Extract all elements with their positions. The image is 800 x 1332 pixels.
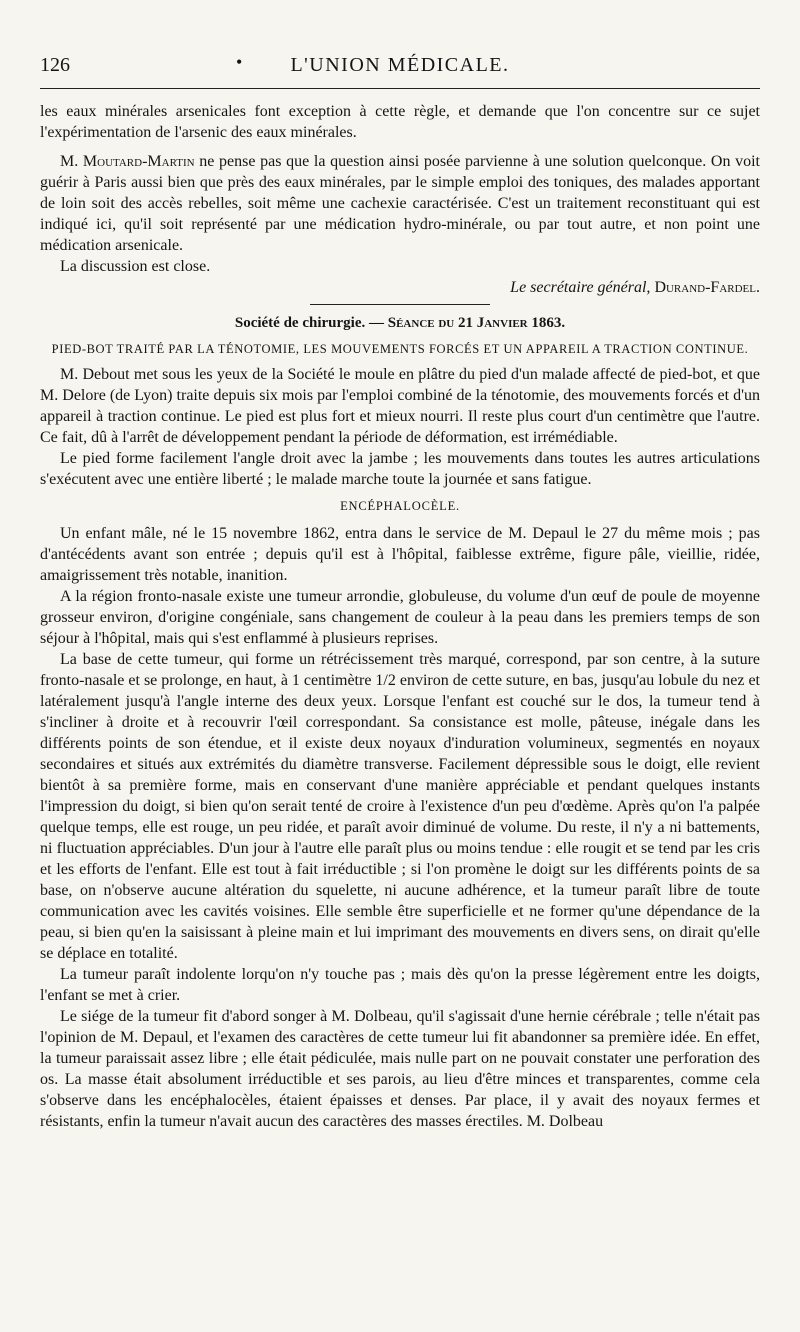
signature [40,277,760,298]
society-name: Société de chirurgie. — [234,315,388,331]
section-divider [310,304,490,305]
paragraph [40,364,760,448]
signature-name: Durand-Fardel. [650,279,760,296]
paragraph: Le siége de la tumeur fit d'abord songer à M. Dolbeau, qu'il s'agissait d'une hernie cérébrale ; telle n'était pas l'opinion de M. Depaul, et l'examen des caractères de cette tumeur lui fit abandonner sa première idée. En effet, la tumeur paraissait assez libre ; elle était pédiculée, mais nulle part on ne pouvait constater une perforation des os. La masse était absolument irréductible et ses parois, au lieu d'être minces et transparentes, comme cela s'observe dans les encéphalocèles, étaient épaisses et denses. Par place, il y avait des noyaux fermes et résistants, enfin la tumeur n'avait aucun des caractères des masses érectiles. M. Dolbeau [40,1008,760,1130]
signature-role: Le secrétaire général, [510,279,651,296]
paragraph [40,151,760,256]
header-rule [40,88,760,89]
paragraph: les eaux minérales arsenicales font exception à cette règle, et demande que l'on concentre sur ce sujet l'expérimentation de l'arsenic des eaux minérales. [40,103,760,141]
page-header [40,50,760,80]
case-title: PIED-BOT TRAITÉ PAR LA TÉNOTOMIE, LES MOUVEMENTS FORCÉS ET UN APPAREIL A TRACTION CONTINUE. [51,342,749,356]
article-body [40,101,760,1132]
paragraph: A la région fronto-nasale existe une tumeur arrondie, globuleuse, du volume d'un œuf de poule de moyenne grosseur environ, d'origine congéniale, sans changement de couleur à la peau dans les premiers temps de son séjour à l'hôpital, mais qui s'est enflammé à plusieurs reprises. [40,588,760,647]
speaker-name: M. Moutard-Martin [60,153,195,170]
paragraph: La discussion est close. [60,258,211,275]
paragraph: La base de cette tumeur, qui forme un rétrécissement très marqué, correspond, par son centre, à la suture fronto-nasale et se prolonge, en haut, à 1 centimètre 1/2 environ de cette suture, en bas, jusqu'au lobule du nez et latéralement jusqu'à l'angle interne des deux yeux. Lorsque l'enfant est couché sur le dos, la tumeur tend à s'incliner à droite et à recouvrir l'œil correspondant. Sa consistance est molle, pâteuse, inégale dans les différents points de son étendue, et il existe deux noyaux d'induration volumineux, segmentés en noyaux secondaires et situés aux extrémités du diamètre transverse. Facilement dépressible sous le doigt, elle revient bientôt à sa première forme, mais en conservant d'une manière appréciable et pendant quelques instants l'impression du doigt, si bien qu'on serait tenté de croire à l'existence d'un peu d'œdème. Après qu'on l'a palpée quelque temps, elle est rouge, un peu ridée, et paraît avoir diminué de volume. Du reste, il n'y a ni battements, ni fluctuation appréciables. D'un jour à l'autre elle paraît plus ou moins tendue : elle rougit et se tend par les cris et les efforts de l'enfant. Elle est tout à fait irréductible ; si l'on promène le doigt sur les différents points de sa base, on n'observe aucune altération du squelette, ni aucune adhérence, et la tumeur paraît libre de toute communication avec les cavités voisines. Elle semble être superficielle et ne former qu'une dépendance de la peau, si bien qu'en la saisissant à pleine main et lui imprimant des mouvements en divers sens, on dirait qu'elle se déplace en totalité. [40,651,760,962]
running-title: L'UNION MÉDICALE. [290,54,510,76]
session-date: Séance du 21 Janvier 1863. [387,315,566,331]
paragraph: Le pied forme facilement l'angle droit avec la jambe ; les mouvements dans toutes les autres articulations s'exécutent avec une entière liberté ; le malade marche toute la journée et sans fatigue. [40,450,760,488]
paragraph-text: met sous les yeux de la Société le moule en plâtre du pied d'un malade affecté de pied-bot, et que M. Delore (de Lyon) traite depuis six mois par l'emploi combiné de la ténotomie, des mouvements forcés et d'un appareil à traction continue. Le pied est plus fort et mieux nourri. Il reste plus court d'un centimètre que l'autre. Ce fait, dû à l'arrêt de développement pendant la période de déformation, est irrémédiable. [40,366,761,446]
paragraph-text: ne pense pas que la question ainsi posée parvienne à une solution quelconque. On voit guérir à Paris aussi bien que près des eaux minérales, par le simple emploi des toniques, des malades apportant de loin soit des accès rebelles, soit même une cachexie caractérisée. C'est un traitement reconstituant qui est indiqué ici, qu'il soit représenté par une médication hydro-minérale, ou par tout autre, et non point une médication arsenicale. [40,153,760,254]
header-separator: • [236,52,243,72]
section-subheading: ENCÉPHALOCÈLE. [340,499,460,513]
paragraph: Un enfant mâle, né le 15 novembre 1862, entra dans le service de M. Depaul le 27 du même mois ; pas d'antécédents avant son entrée ; depuis qu'il est à l'hôpital, faiblesse extrême, figure pâle, vieillie, ridée, amaigrissement très notable, inanition. [40,525,760,584]
society-heading [40,313,760,334]
paragraph: La tumeur paraît indolente lorqu'on n'y touche pas ; mais dès qu'on la presse légèrement entre les doigts, l'enfant se met à crier. [40,966,760,1004]
page-number: 126 [40,54,70,76]
speaker-prefix: M. Debout [60,366,130,383]
